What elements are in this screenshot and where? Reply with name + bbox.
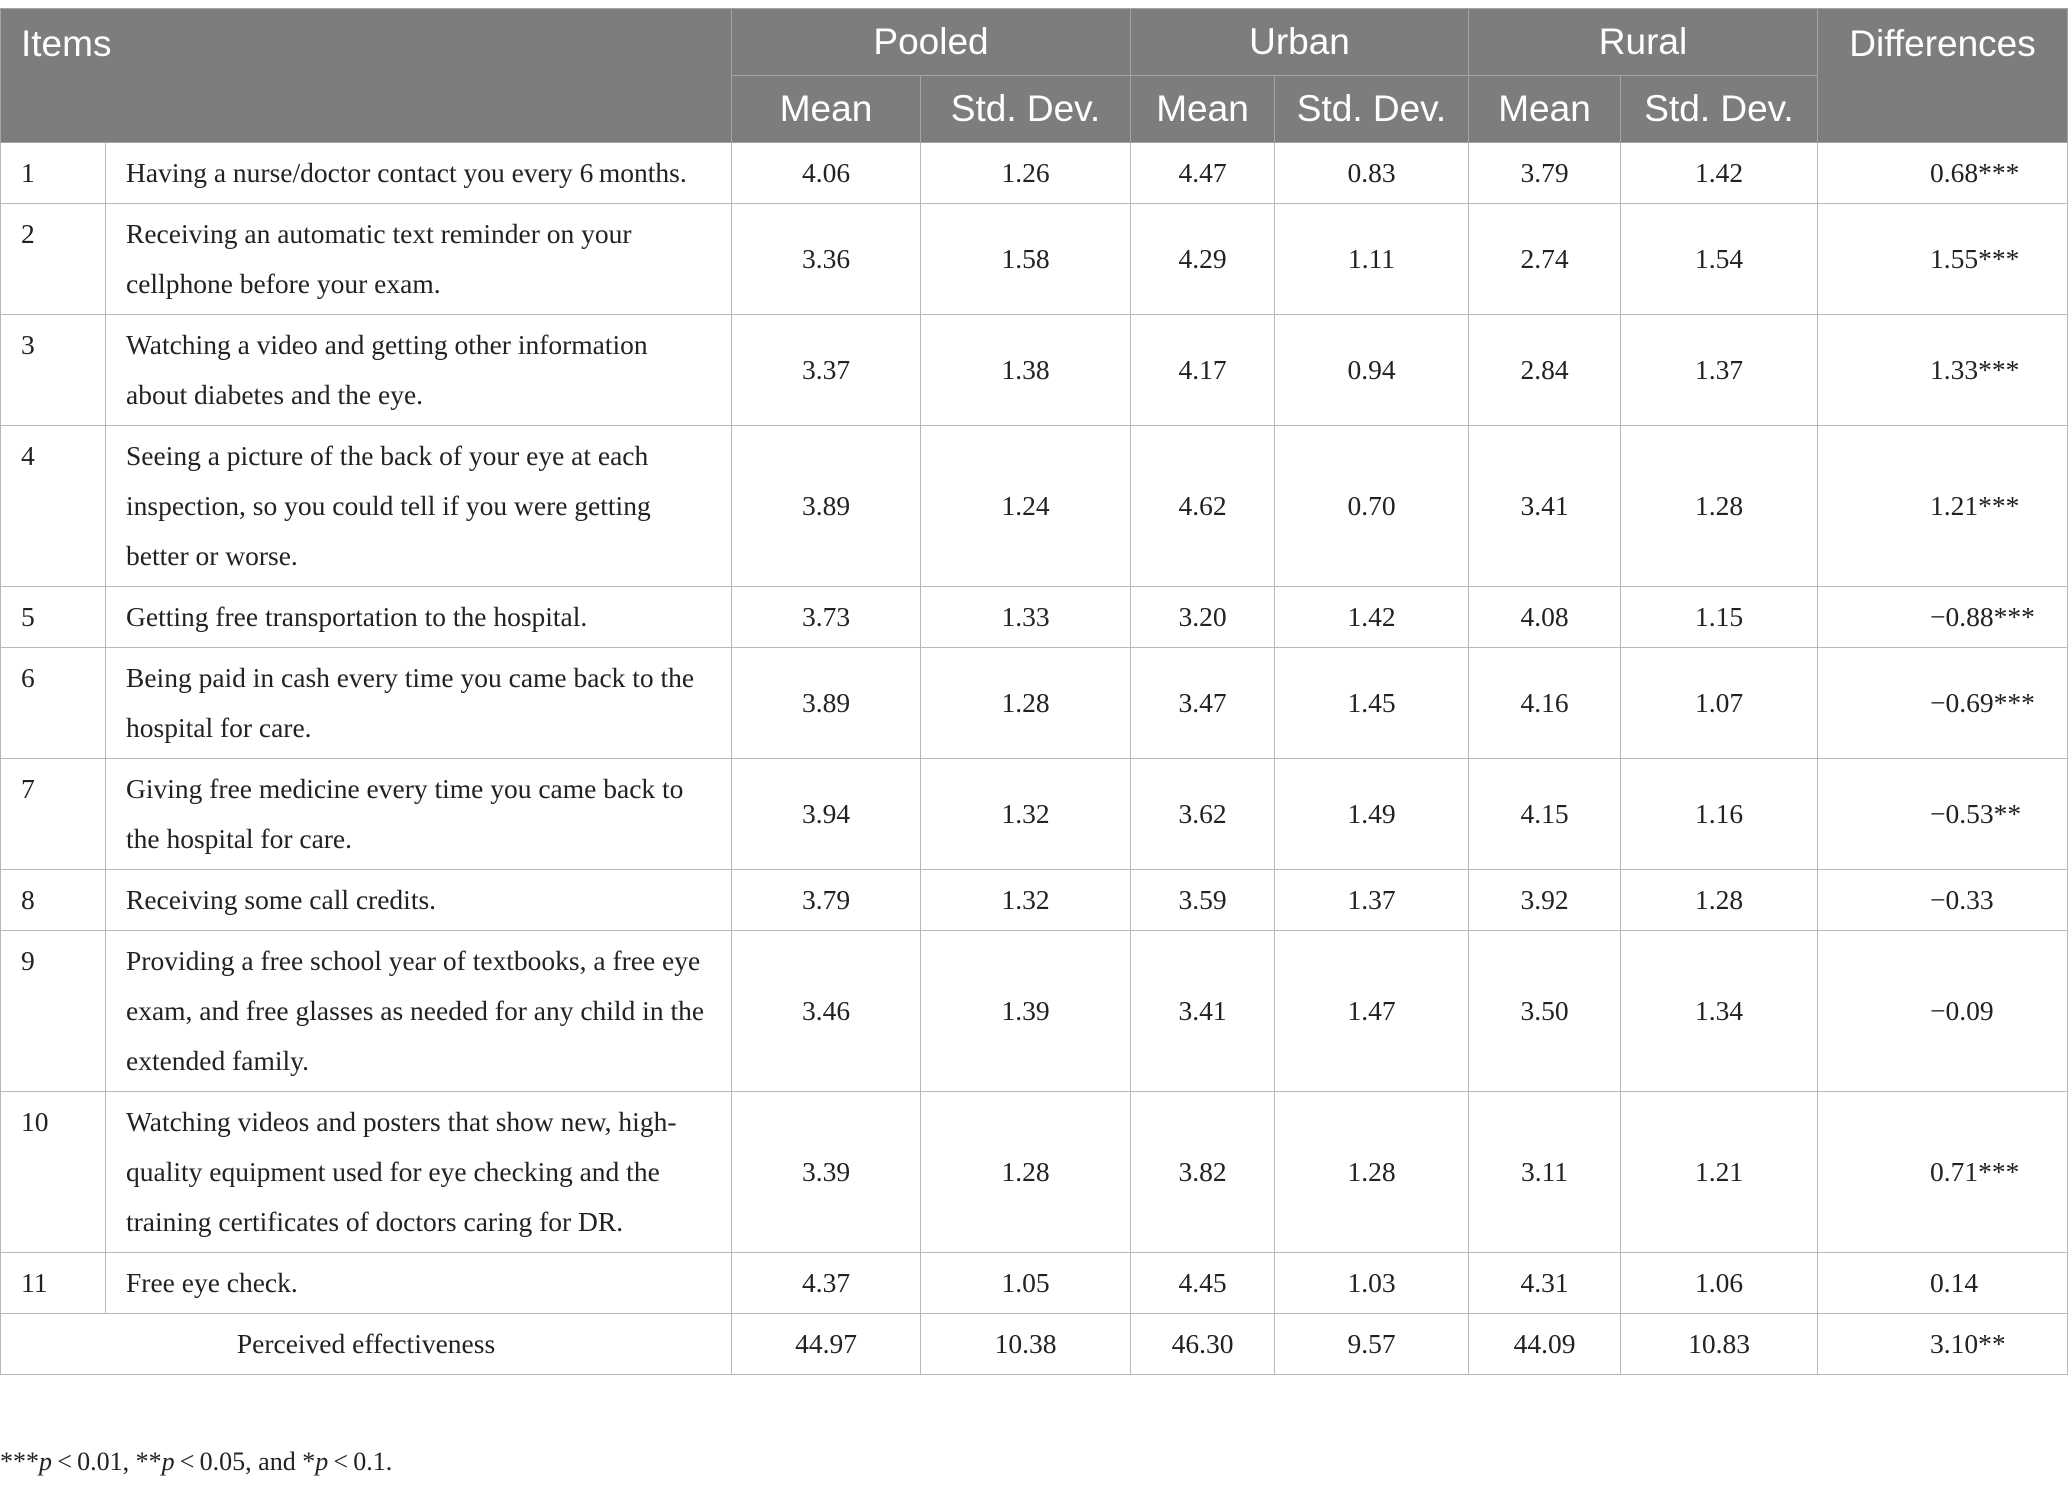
item-description: Providing a free school year of textbooks, a free eye exam, and free glasses as needed for any child in the extended family. <box>106 931 732 1092</box>
item-number: 5 <box>1 587 106 648</box>
cell-pooled-mean: 3.79 <box>732 870 921 931</box>
cell-rural-mean: 4.31 <box>1469 1253 1621 1314</box>
item-description: Having a nurse/doctor contact you every 6 months. <box>106 143 732 204</box>
item-description: Getting free transportation to the hospital. <box>106 587 732 648</box>
cell-pooled-mean: 3.46 <box>732 931 921 1092</box>
item-number: 1 <box>1 143 106 204</box>
item-description: Receiving an automatic text reminder on your cellphone before your exam. <box>106 204 732 315</box>
item-number: 6 <box>1 648 106 759</box>
cell-urban-sd: 1.49 <box>1275 759 1469 870</box>
cell-pooled-sd: 1.24 <box>921 426 1131 587</box>
cell-rural-sd: 1.15 <box>1621 587 1818 648</box>
cell-urban-sd: 1.47 <box>1275 931 1469 1092</box>
cell-difference: −0.09 <box>1818 931 2068 1092</box>
cell-difference: 1.33*** <box>1818 315 2068 426</box>
results-table-container <box>0 8 2068 1375</box>
cell-pooled-sd: 1.32 <box>921 759 1131 870</box>
cell-urban-mean: 3.41 <box>1131 931 1275 1092</box>
cell-rural-sd: 1.42 <box>1621 143 1818 204</box>
cell-urban-mean: 3.82 <box>1131 1092 1275 1253</box>
header-rural-mean: Mean <box>1469 76 1621 143</box>
header-items: Items <box>1 9 732 143</box>
table-row <box>1 870 2068 931</box>
item-number: 9 <box>1 931 106 1092</box>
cell-urban-mean: 3.47 <box>1131 648 1275 759</box>
cell-urban-mean: 4.29 <box>1131 204 1275 315</box>
cell-pooled-mean: 3.73 <box>732 587 921 648</box>
cell-difference: 0.68*** <box>1818 143 2068 204</box>
cell-pooled-sd: 1.58 <box>921 204 1131 315</box>
cell-urban-sd: 1.37 <box>1275 870 1469 931</box>
table-row <box>1 1253 2068 1314</box>
header-urban: Urban <box>1131 9 1469 76</box>
cell-rural-mean: 3.11 <box>1469 1092 1621 1253</box>
item-description: Being paid in cash every time you came back to the hospital for care. <box>106 648 732 759</box>
header-pooled-std-dev: Std. Dev. <box>921 76 1131 143</box>
header-rural-std-dev: Std. Dev. <box>1621 76 1818 143</box>
cell-urban-mean: 3.59 <box>1131 870 1275 931</box>
cell-rural-mean: 3.50 <box>1469 931 1621 1092</box>
cell-urban-sd: 1.03 <box>1275 1253 1469 1314</box>
item-description: Seeing a picture of the back of your eye at each inspection, so you could tell if you were getting better or worse. <box>106 426 732 587</box>
table-row <box>1 426 2068 587</box>
cell-urban-mean: 3.20 <box>1131 587 1275 648</box>
cell-rural-mean: 3.92 <box>1469 870 1621 931</box>
cell-difference: −0.69*** <box>1818 648 2068 759</box>
cell-urban-mean: 3.62 <box>1131 759 1275 870</box>
cell-rural-sd: 1.28 <box>1621 870 1818 931</box>
item-number: 4 <box>1 426 106 587</box>
cell-urban-mean: 4.17 <box>1131 315 1275 426</box>
cell-rural-sd: 1.37 <box>1621 315 1818 426</box>
item-description: Watching videos and posters that show new, high-quality equipment used for eye checking and the training certificates of doctors caring for DR. <box>106 1092 732 1253</box>
cell-pooled-mean: 3.37 <box>732 315 921 426</box>
cell-difference: −0.88*** <box>1818 587 2068 648</box>
cell-rural-mean: 4.15 <box>1469 759 1621 870</box>
cell-urban-sd: 1.42 <box>1275 587 1469 648</box>
cell-pooled-sd: 1.38 <box>921 315 1131 426</box>
cell-rural-sd: 1.34 <box>1621 931 1818 1092</box>
total-label: Perceived effectiveness <box>1 1314 732 1375</box>
total-urban-mean: 46.30 <box>1131 1314 1275 1375</box>
item-number: 3 <box>1 315 106 426</box>
total-pooled-mean: 44.97 <box>732 1314 921 1375</box>
cell-pooled-sd: 1.39 <box>921 931 1131 1092</box>
cell-pooled-mean: 3.36 <box>732 204 921 315</box>
cell-pooled-sd: 1.28 <box>921 648 1131 759</box>
cell-rural-sd: 1.28 <box>1621 426 1818 587</box>
item-description: Receiving some call credits. <box>106 870 732 931</box>
table-row <box>1 315 2068 426</box>
cell-urban-mean: 4.62 <box>1131 426 1275 587</box>
cell-rural-mean: 3.41 <box>1469 426 1621 587</box>
header-differences: Differences <box>1818 9 2068 143</box>
cell-rural-sd: 1.07 <box>1621 648 1818 759</box>
cell-difference: −0.53** <box>1818 759 2068 870</box>
cell-difference: 0.14 <box>1818 1253 2068 1314</box>
table-row <box>1 143 2068 204</box>
cell-pooled-mean: 4.37 <box>732 1253 921 1314</box>
item-description: Watching a video and getting other information about diabetes and the eye. <box>106 315 732 426</box>
item-number: 10 <box>1 1092 106 1253</box>
cell-pooled-sd: 1.28 <box>921 1092 1131 1253</box>
cell-pooled-mean: 3.89 <box>732 426 921 587</box>
total-rural-sd: 10.83 <box>1621 1314 1818 1375</box>
total-urban-sd: 9.57 <box>1275 1314 1469 1375</box>
cell-rural-sd: 1.06 <box>1621 1253 1818 1314</box>
table-row <box>1 204 2068 315</box>
cell-difference: 1.21*** <box>1818 426 2068 587</box>
total-rural-mean: 44.09 <box>1469 1314 1621 1375</box>
significance-footnote: ***p < 0.01, **p < 0.05, and *p < 0.1. <box>0 1447 393 1476</box>
cell-rural-sd: 1.16 <box>1621 759 1818 870</box>
results-table <box>0 8 2068 1375</box>
cell-rural-mean: 4.16 <box>1469 648 1621 759</box>
table-row <box>1 931 2068 1092</box>
cell-urban-sd: 1.45 <box>1275 648 1469 759</box>
cell-rural-mean: 2.74 <box>1469 204 1621 315</box>
item-number: 2 <box>1 204 106 315</box>
cell-urban-sd: 1.28 <box>1275 1092 1469 1253</box>
cell-pooled-mean: 3.39 <box>732 1092 921 1253</box>
cell-pooled-sd: 1.05 <box>921 1253 1131 1314</box>
table-row <box>1 648 2068 759</box>
total-row <box>1 1314 2068 1375</box>
cell-pooled-sd: 1.26 <box>921 143 1131 204</box>
item-number: 7 <box>1 759 106 870</box>
cell-pooled-mean: 4.06 <box>732 143 921 204</box>
table-row <box>1 759 2068 870</box>
cell-pooled-sd: 1.33 <box>921 587 1131 648</box>
cell-urban-mean: 4.45 <box>1131 1253 1275 1314</box>
header-pooled: Pooled <box>732 9 1131 76</box>
item-number: 8 <box>1 870 106 931</box>
header-urban-mean: Mean <box>1131 76 1275 143</box>
cell-urban-sd: 0.70 <box>1275 426 1469 587</box>
table-row <box>1 587 2068 648</box>
table-row <box>1 1092 2068 1253</box>
item-description: Giving free medicine every time you came back to the hospital for care. <box>106 759 732 870</box>
total-difference: 3.10** <box>1818 1314 2068 1375</box>
cell-difference: −0.33 <box>1818 870 2068 931</box>
item-description: Free eye check. <box>106 1253 732 1314</box>
cell-difference: 1.55*** <box>1818 204 2068 315</box>
header-pooled-mean: Mean <box>732 76 921 143</box>
cell-pooled-mean: 3.94 <box>732 759 921 870</box>
cell-urban-sd: 1.11 <box>1275 204 1469 315</box>
table-header <box>1 9 2068 143</box>
cell-urban-sd: 0.83 <box>1275 143 1469 204</box>
cell-urban-sd: 0.94 <box>1275 315 1469 426</box>
cell-rural-mean: 3.79 <box>1469 143 1621 204</box>
cell-rural-mean: 2.84 <box>1469 315 1621 426</box>
cell-difference: 0.71*** <box>1818 1092 2068 1253</box>
cell-pooled-mean: 3.89 <box>732 648 921 759</box>
total-pooled-sd: 10.38 <box>921 1314 1131 1375</box>
header-urban-std-dev: Std. Dev. <box>1275 76 1469 143</box>
table-body <box>1 143 2068 1375</box>
cell-rural-mean: 4.08 <box>1469 587 1621 648</box>
cell-rural-sd: 1.54 <box>1621 204 1818 315</box>
cell-rural-sd: 1.21 <box>1621 1092 1818 1253</box>
cell-urban-mean: 4.47 <box>1131 143 1275 204</box>
cell-pooled-sd: 1.32 <box>921 870 1131 931</box>
item-number: 11 <box>1 1253 106 1314</box>
header-rural: Rural <box>1469 9 1818 76</box>
